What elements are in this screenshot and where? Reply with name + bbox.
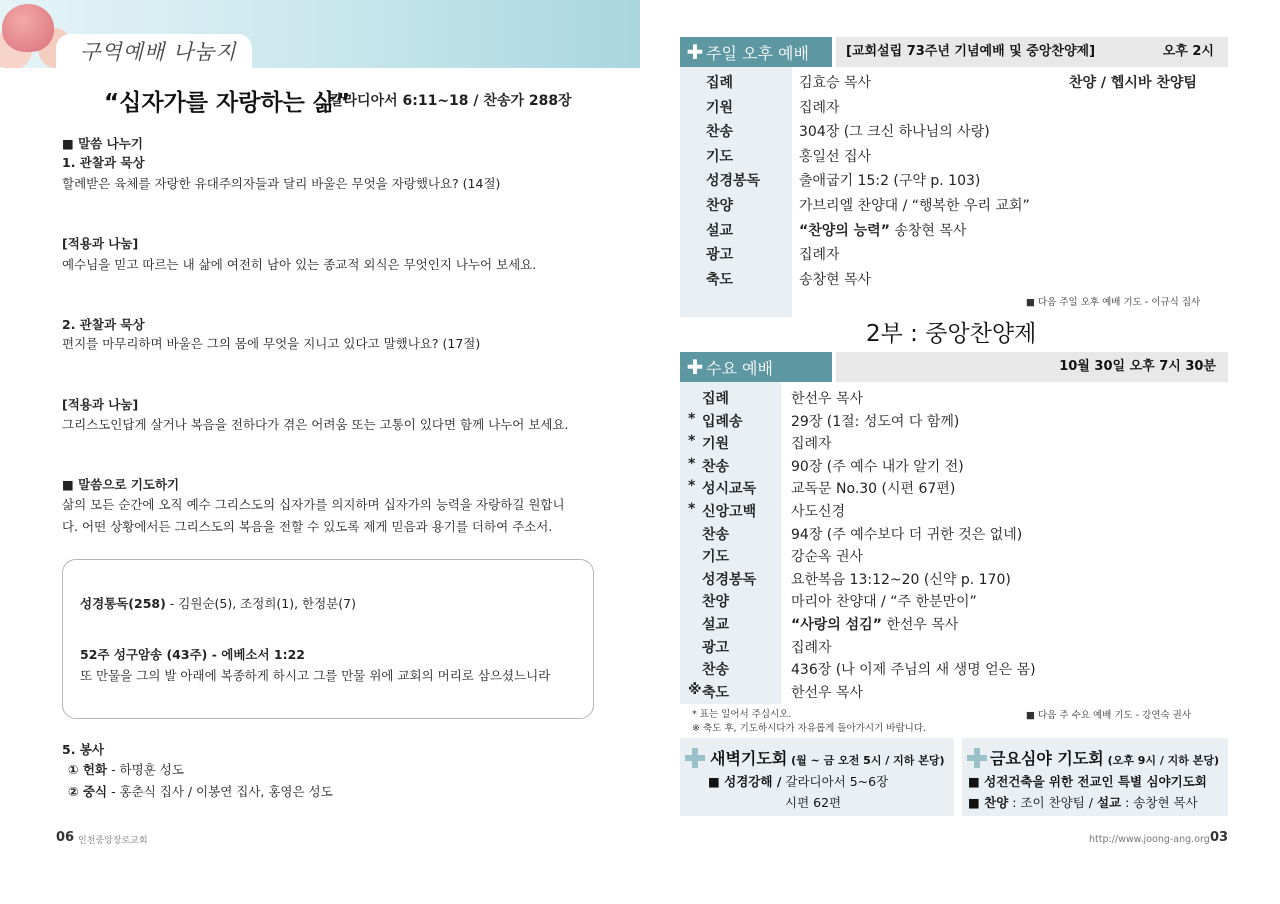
row-value-text: 홍일선 집사 <box>799 148 872 165</box>
row-value <box>799 146 871 166</box>
wednesday-service-title: 수요 예배 <box>706 359 773 378</box>
row-value <box>799 269 871 289</box>
row-value-text: 집례자 <box>791 639 832 656</box>
service2-label: ② 중식 <box>68 784 108 799</box>
service-item-2 <box>68 782 333 800</box>
dawn-prayer-title: 새벽기도회 <box>710 749 788 768</box>
row-label: 입례송 <box>702 413 743 430</box>
row-value <box>791 682 863 702</box>
part2-title: 2부 : 중앙찬양제 <box>866 321 1037 347</box>
row-label: 찬송 <box>706 124 734 141</box>
plus-cross-icon <box>967 748 987 768</box>
church-name: 인천중앙장로교회 <box>78 836 148 846</box>
apply2-label: [적용과 나눔] <box>62 397 139 412</box>
website-url[interactable]: http://www.joong-ang.org <box>1089 834 1210 845</box>
row-label: 광고 <box>706 247 734 264</box>
row-value-text: 94장 (주 예수보다 더 귀한 것은 없네) <box>791 526 1023 543</box>
friday-sermon-text: : 송창현 목사 <box>1121 795 1198 810</box>
row-label: 찬송 <box>702 458 730 475</box>
row-label: 신앙고백 <box>702 504 757 520</box>
row-value-text: 집례자 <box>799 99 840 116</box>
row-label: 성경봉독 <box>706 173 761 190</box>
question2-title: 2. 관찰과 묵상 <box>62 317 145 332</box>
friday-line-1-text: ■ 성전건축을 위한 전교인 특별 심야기도회 <box>968 774 1207 789</box>
service2-names: - 홍춘식 집사 / 이봉연 집사, 홍영은 성도 <box>107 784 333 799</box>
row-label: 기도 <box>706 148 734 165</box>
prayer-line-1: 삶의 모든 순간에 오직 예수 그리스도의 십자가를 의지하며 십자가의 능력을 자랑하길 원합니 <box>62 497 565 512</box>
friday-praise-text: : 조이 찬양팀 / <box>1008 795 1097 810</box>
row-value <box>791 501 845 521</box>
row-label: 설교 <box>702 617 730 633</box>
row-value <box>791 388 863 408</box>
row-label: 찬양 <box>706 198 734 214</box>
row-value-text: 가브리엘 찬양대 / “행복한 우리 교회” <box>799 198 1030 214</box>
row-value <box>799 244 840 264</box>
dawn-lecture-2: 시편 62편 <box>785 795 842 810</box>
row-value-text: 29장 (1절: 성도여 다 함께) <box>791 413 960 430</box>
service1-names: - 하명훈 성도 <box>107 762 184 777</box>
benediction-note: ※ 축도 후, 기도하시다가 자유롭게 돌아가시기 바랍니다. <box>692 723 927 734</box>
row-mark: * <box>688 410 696 427</box>
row-value-text: 송창현 목사 <box>799 271 872 288</box>
row-label: 축도 <box>706 271 734 288</box>
dawn-prayer-time: (월 ~ 금 오전 5시 / 지하 본당) <box>787 754 945 767</box>
row-mark: * <box>688 455 696 472</box>
row-label: 축도 <box>702 684 730 701</box>
sunday-service-header <box>680 37 832 67</box>
row-value <box>791 659 1036 679</box>
row-value-text: 집례자 <box>791 436 832 453</box>
row-mark: * <box>688 501 696 517</box>
question1-text: 할례받은 육체를 자랑한 유대주의자들과 달리 바울은 무엇을 자랑했나요? (14절) <box>62 176 501 191</box>
sermon-reference: 갈라디아서 6:11~18 / 찬송가 288장 <box>330 93 572 109</box>
sunday-service-title: 주일 오후 예배 <box>706 44 809 63</box>
row-value-text: 한선우 목사 <box>791 391 864 407</box>
row-value-text: 교독문 No.30 (시편 67편) <box>791 481 956 498</box>
row-value-text: 집례자 <box>799 247 840 264</box>
question1-title: 1. 관찰과 묵상 <box>62 155 145 170</box>
reading-names: - 김원순(5), 조정희(1), 한정분(7) <box>165 596 356 611</box>
row-value-text: 김효승 목사 <box>799 75 872 91</box>
wednesday-date-band <box>836 352 1228 382</box>
sunday-next-prayer: ■ 다음 주일 오후 예배 기도 - 이규식 집사 <box>1026 297 1201 308</box>
standing-note: * 표는 일어서 주십시오. <box>692 709 792 720</box>
page-number-right: 03 <box>1210 830 1229 845</box>
section-title: 구역예배 나눔지 <box>80 40 237 64</box>
row-label: 집례 <box>706 75 734 91</box>
praise-team: 찬양 / 헵시바 찬양팀 <box>1069 75 1197 91</box>
sunday-subtitle-band <box>836 37 1228 67</box>
row-value-text: 요한복음 13:12~20 (신약 p. 170) <box>791 571 1011 588</box>
row-value-text: 마리아 찬양대 / “주 한분만이” <box>791 594 977 611</box>
row-value <box>791 456 964 476</box>
service-heading: 5. 봉사 <box>62 742 104 757</box>
sermon-title: “십자가를 자랑하는 삶” <box>104 90 351 116</box>
row-label: 기원 <box>702 436 730 453</box>
row-mark: ※ <box>688 681 702 698</box>
row-value-text: 출애굽기 15:2 (구약 p. 103) <box>799 173 981 190</box>
row-value-text: 한선우 목사 <box>881 617 959 633</box>
friday-prayer-time: (오후 9시 / 지하 본당) <box>1103 754 1220 767</box>
row-value <box>799 195 1030 215</box>
row-value-text: 강순옥 권사 <box>791 549 864 566</box>
right-page <box>640 0 1280 904</box>
row-value <box>799 220 966 240</box>
friday-sermon-label: 설교 <box>1096 795 1122 810</box>
row-value <box>791 637 832 657</box>
row-value <box>799 121 990 141</box>
sermon-title-value: “찬양의 능력” <box>799 222 890 239</box>
row-label: 기도 <box>702 549 730 566</box>
sunday-time: 오후 2시 <box>1162 44 1214 59</box>
row-value-text: 436장 (나 이제 주님의 새 생명 얻은 몸) <box>791 662 1036 679</box>
memory-verse: 또 만물을 그의 발 아래에 복종하게 하시고 그를 만물 위에 교회의 머리로 삼으셨느니라 <box>80 668 551 683</box>
row-value <box>799 97 840 117</box>
row-value <box>791 614 958 634</box>
row-label: 찬송 <box>702 662 730 679</box>
memory-line <box>80 645 305 663</box>
memory-label: 52주 성구암송 (43주) <box>80 647 208 662</box>
page-number-left: 06 <box>56 830 75 845</box>
reading-box <box>62 559 594 719</box>
plus-cross-icon <box>685 748 705 768</box>
prayer-line-2: 다. 어떤 상황에서든 그리스도의 복음을 전할 수 있도록 제게 믿음과 용기를 더하여 주소서. <box>62 519 553 534</box>
row-label: 성경봉독 <box>702 571 757 588</box>
row-mark: * <box>688 478 696 495</box>
row-label: 광고 <box>702 639 730 656</box>
service-item-1 <box>68 760 184 778</box>
row-label: 설교 <box>706 222 734 239</box>
friday-praise-label: ■ 찬양 <box>968 795 1009 810</box>
prayer-heading: ■ 말씀으로 기도하기 <box>62 477 180 492</box>
row-value-text: 90장 (주 예수 내가 알기 전) <box>791 458 964 475</box>
row-label: 찬송 <box>702 526 730 543</box>
dawn-lecture-text: 갈라디아서 5~6장 <box>781 774 889 789</box>
apply1-text: 예수님을 믿고 따르는 내 삶에 여전히 남아 있는 종교적 외식은 무엇인지 나누어 보세요. <box>62 257 537 272</box>
row-value-text: 304장 (그 크신 하나님의 사랑) <box>799 124 990 141</box>
row-value-text: 사도신경 <box>791 504 846 520</box>
row-value <box>791 591 977 611</box>
memory-reference: - 에베소서 1:22 <box>207 647 306 662</box>
dawn-lecture <box>708 772 888 790</box>
cross-icon: ✚ <box>686 355 704 379</box>
question2-text: 편지를 마무리하며 바울은 그의 몸에 무엇을 지니고 있다고 말했나요? (17절) <box>62 336 481 351</box>
friday-prayer-title: 금요심야 기도회 <box>990 749 1104 768</box>
service1-label: ① 헌화 <box>68 762 108 777</box>
row-value <box>791 433 832 453</box>
share-heading: ■ 말씀 나누기 <box>62 136 143 151</box>
reading-line <box>80 594 356 612</box>
row-value <box>791 478 955 498</box>
row-label: 집례 <box>702 391 730 407</box>
row-label: 찬양 <box>702 594 730 611</box>
friday-line-1 <box>968 772 1207 790</box>
wednesday-date: 10월 30일 오후 7시 30분 <box>1059 359 1216 374</box>
row-value <box>791 546 863 566</box>
row-value <box>791 569 1011 589</box>
reading-label: 성경통독(258) <box>80 596 166 611</box>
row-value <box>799 170 980 190</box>
row-value-text: 한선우 목사 <box>791 684 864 701</box>
sermon-title-value: “사랑의 섬김” <box>791 617 882 633</box>
row-value-text: 송창현 목사 <box>889 222 967 239</box>
row-value <box>791 411 959 431</box>
dawn-prayer-header <box>710 746 945 769</box>
apply1-label: [적용과 나눔] <box>62 236 139 251</box>
friday-prayer-header <box>990 746 1219 769</box>
friday-line-2 <box>968 793 1198 811</box>
row-label: 성시교독 <box>702 481 757 498</box>
row-value <box>791 524 1022 544</box>
wednesday-next-prayer: ■ 다음 주 수요 예배 기도 - 강연숙 권사 <box>1026 710 1192 721</box>
dawn-lecture-label: ■ 성경강해 / <box>708 774 782 789</box>
apply2-text: 그리스도인답게 살거나 복음을 전하다가 겪은 어려움 또는 고통이 있다면 함께 나누어 보세요. <box>62 417 569 432</box>
row-label: 기원 <box>706 99 734 116</box>
wednesday-service-header <box>680 352 832 382</box>
cross-icon: ✚ <box>686 40 704 64</box>
row-mark: * <box>688 433 696 450</box>
row-value <box>799 72 871 92</box>
sunday-subtitle: [교회설립 73주년 기념예배 및 중앙찬양제] <box>846 44 1096 59</box>
